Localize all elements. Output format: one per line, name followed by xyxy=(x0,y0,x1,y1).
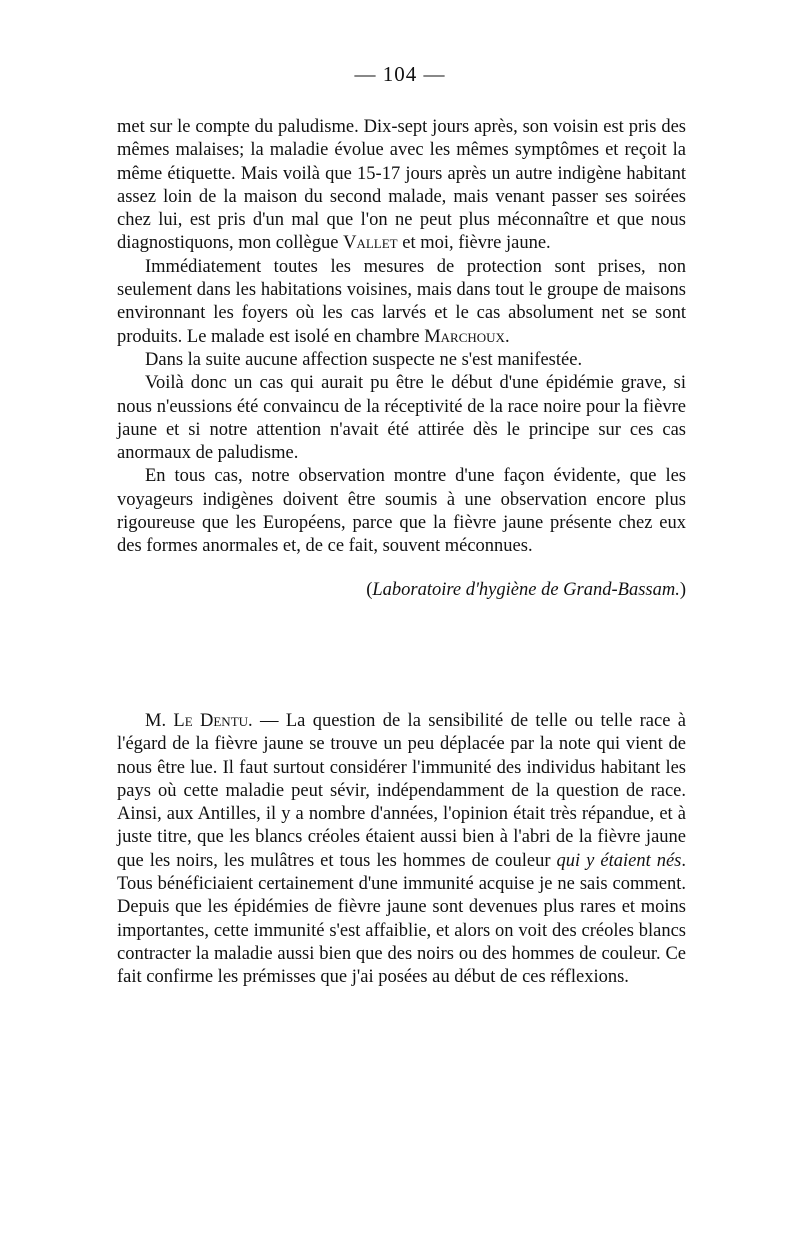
discussion-remark xyxy=(117,710,686,990)
paragraph-text: — La question de la sensibilité de telle ou telle race à l'égard de la fièvre jaune se trouve un peu déplacée par la note qui vient de nous être lue. Il faut surtout considérer l'immunité des individus habitant les pays où cette maladie peut sévir, indépendamment de la question de race. Ainsi, aux Antilles, il y a nombre d'années, l'opinion était très répandue, et à juste titre, que les blancs créoles étaient aussi bien à l'abri de la fièvre jaune que les noirs, les mulâtres et tous les hommes de couleur xyxy=(117,711,686,871)
page-number: — 104 — xyxy=(354,62,446,86)
paragraph-conclusion: En tous cas, notre observation montre d'une façon évidente, que les voyageurs indigènes doivent être soumis à une observation encore plus rigoureuse que les Européens, parce que la fièvre jaune présente chez eux des formes anormales et, de ce fait, souvent méconnues. xyxy=(117,466,686,557)
paragraph-text-end: . xyxy=(504,326,510,347)
article-ending xyxy=(117,116,686,602)
paragraph-text-end: . Tous bénéficiaient certainement d'une immunité acquise je ne sais comment. Depuis que les épidémies de fièvre jaune sont devenues plus rares et moins importantes, cette immunité s'est affaiblie, et alors on voit des créoles blancs contracter la maladie aussi bien que des noirs ou des hommes de couleur. Ce fait confirme les prémisses que j'ai posées au début de ces réflexions. xyxy=(117,850,686,988)
paragraph-text: met sur le compte du paludisme. Dix-sept jours après, son voisin est pris des mêmes malaises; la maladie évolue avec les mêmes symptômes et reçoit la même étiquette. Mais voilà que 15-17 jours après un autre indigène habitant assez loin de la maison du second malade, mais venant passer ses soirées chez lui, est pris d'un mal que l'on ne peut plus méconnaître et que nous diagnostiquons, mon collègue xyxy=(117,117,686,254)
paragraph-le-dentu-remark xyxy=(117,710,686,990)
person-name-marchoux: Marchoux xyxy=(424,326,505,347)
paragraph-no-further-cases: Dans la suite aucune affection suspecte ne s'est manifestée. xyxy=(145,349,583,370)
paragraph-protection-measures xyxy=(117,256,686,349)
laboratory-signature: (Laboratoire d'hygiène de Grand-Bassam.) xyxy=(366,579,686,600)
laboratory-name: Laboratoire d'hygiène de Grand-Bassam. xyxy=(372,579,680,600)
paragraph-epidemic-risk: Voilà donc un cas qui aurait pu être le début d'une épidémie grave, si nous n'eussions été convaincu de la réceptivité de la race noire pour la fièvre jaune et si notre attention n'avait été attirée dès le principe sur ces cas anormaux de paludisme. xyxy=(117,373,686,464)
person-name-vallet: Vallet xyxy=(343,233,398,254)
emphasized-text: qui y étaient nés xyxy=(556,850,682,871)
paragraph-continuation xyxy=(117,116,686,256)
speaker-name: M. Le Dentu. xyxy=(145,711,253,731)
paragraph-text-end: et moi, fièvre jaune. xyxy=(397,233,551,254)
paragraph-text: Immédiatement toutes les mesures de protection sont prises, non seulement dans les habitations voisines, mais dans tout le groupe de maisons environnant les foyers où les cas larvés et le cas absolument net se sont produits. Le malade est isolé en chambre xyxy=(117,256,686,347)
